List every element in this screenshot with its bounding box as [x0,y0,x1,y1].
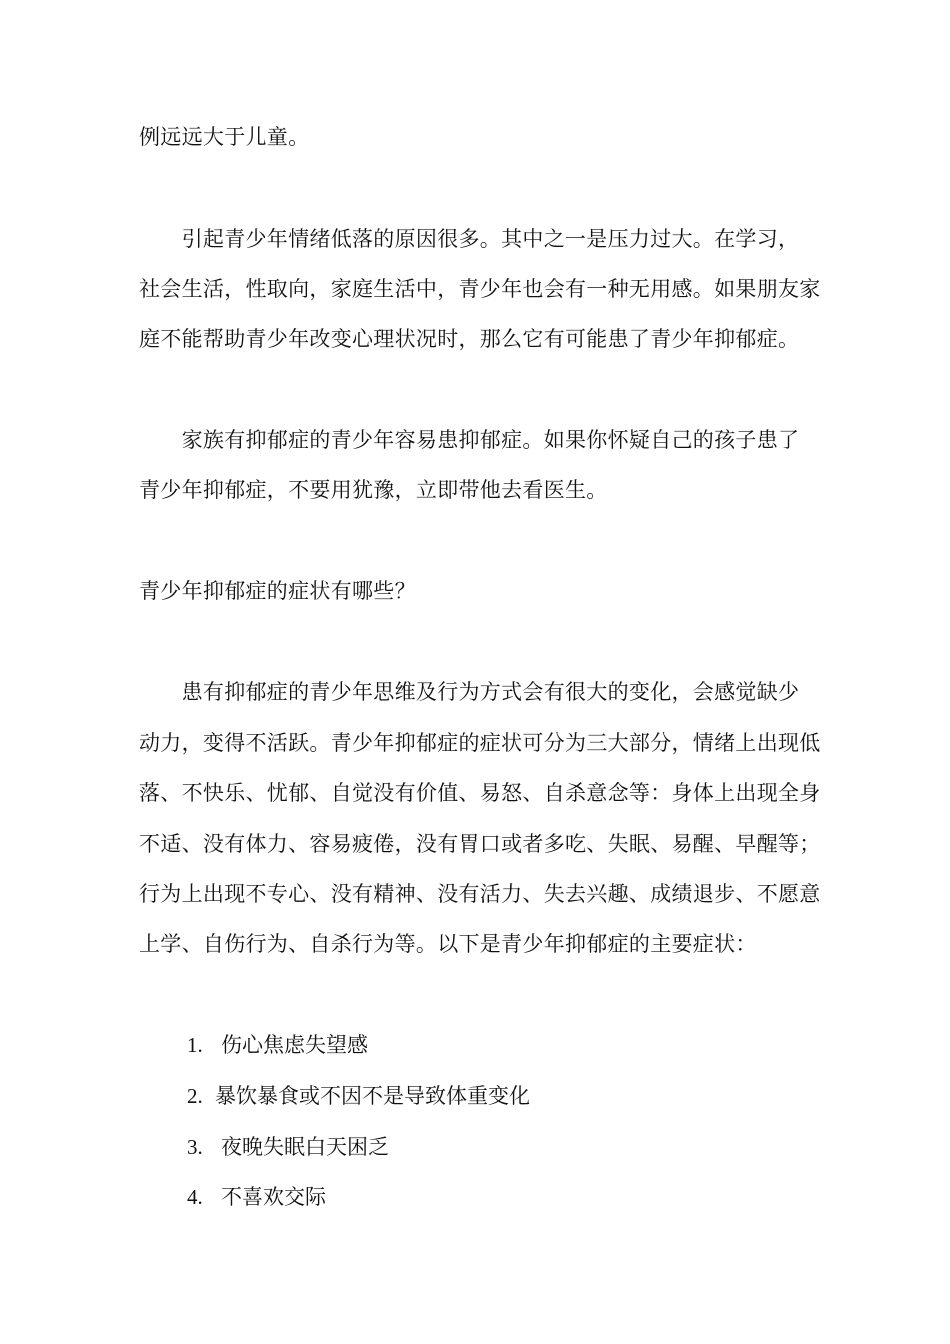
text-line: 落、不快乐、忧郁、自觉没有价值、易怒、自杀意念等：身体上出现全身 [139,781,821,805]
list-text: 暴饮暴食或不因不是导致体重变化 [215,1084,530,1108]
section-heading: 青少年抑郁症的症状有哪些？ [139,579,416,603]
text-line: 上学、自伤行为、自杀行为等。以下是青少年抑郁症的主要症状： [139,932,757,956]
text-line: 例远远大于儿童。 [139,125,310,149]
list-item [187,1132,389,1162]
list-item [187,1081,530,1111]
text-line: 动力，变得不活跃。青少年抑郁症的症状可分为三大部分，情绪上出现低 [139,731,821,755]
list-item [187,1182,326,1212]
list-text: 伤心焦虑失望感 [221,1033,368,1057]
list-number: 2. [187,1084,203,1108]
list-text: 不喜欢交际 [221,1185,326,1209]
text-line: 患有抑郁症的青少年思维及行为方式会有很大的变化，会感觉缺少 [139,680,800,704]
list-number: 1. [187,1033,203,1057]
list-number: 4. [187,1185,203,1209]
text-line: 社会生活，性取向，家庭生活中，青少年也会有一种无用感。如果朋友家 [139,277,821,301]
text-line: 行为上出现不专心、没有精神、没有活力、失去兴趣、成绩退步、不愿意 [139,882,821,906]
text-line: 家族有抑郁症的青少年容易患抑郁症。如果你怀疑自己的孩子患了 [139,428,800,452]
list-item [187,1030,368,1060]
text-line: 不适、没有体力、容易疲倦，没有胃口或者多吃、失眠、易醒、早醒等； [139,832,821,856]
list-text: 夜晚失眠白天困乏 [221,1135,389,1159]
text-line: 青少年抑郁症，不要用犹豫，立即带他去看医生。 [139,478,608,502]
list-number: 3. [187,1135,203,1159]
text-line: 引起青少年情绪低落的原因很多。其中之一是压力过大。在学习， [139,227,800,251]
text-line: 庭不能帮助青少年改变心理状况时，那么它有可能患了青少年抑郁症。 [139,327,800,351]
